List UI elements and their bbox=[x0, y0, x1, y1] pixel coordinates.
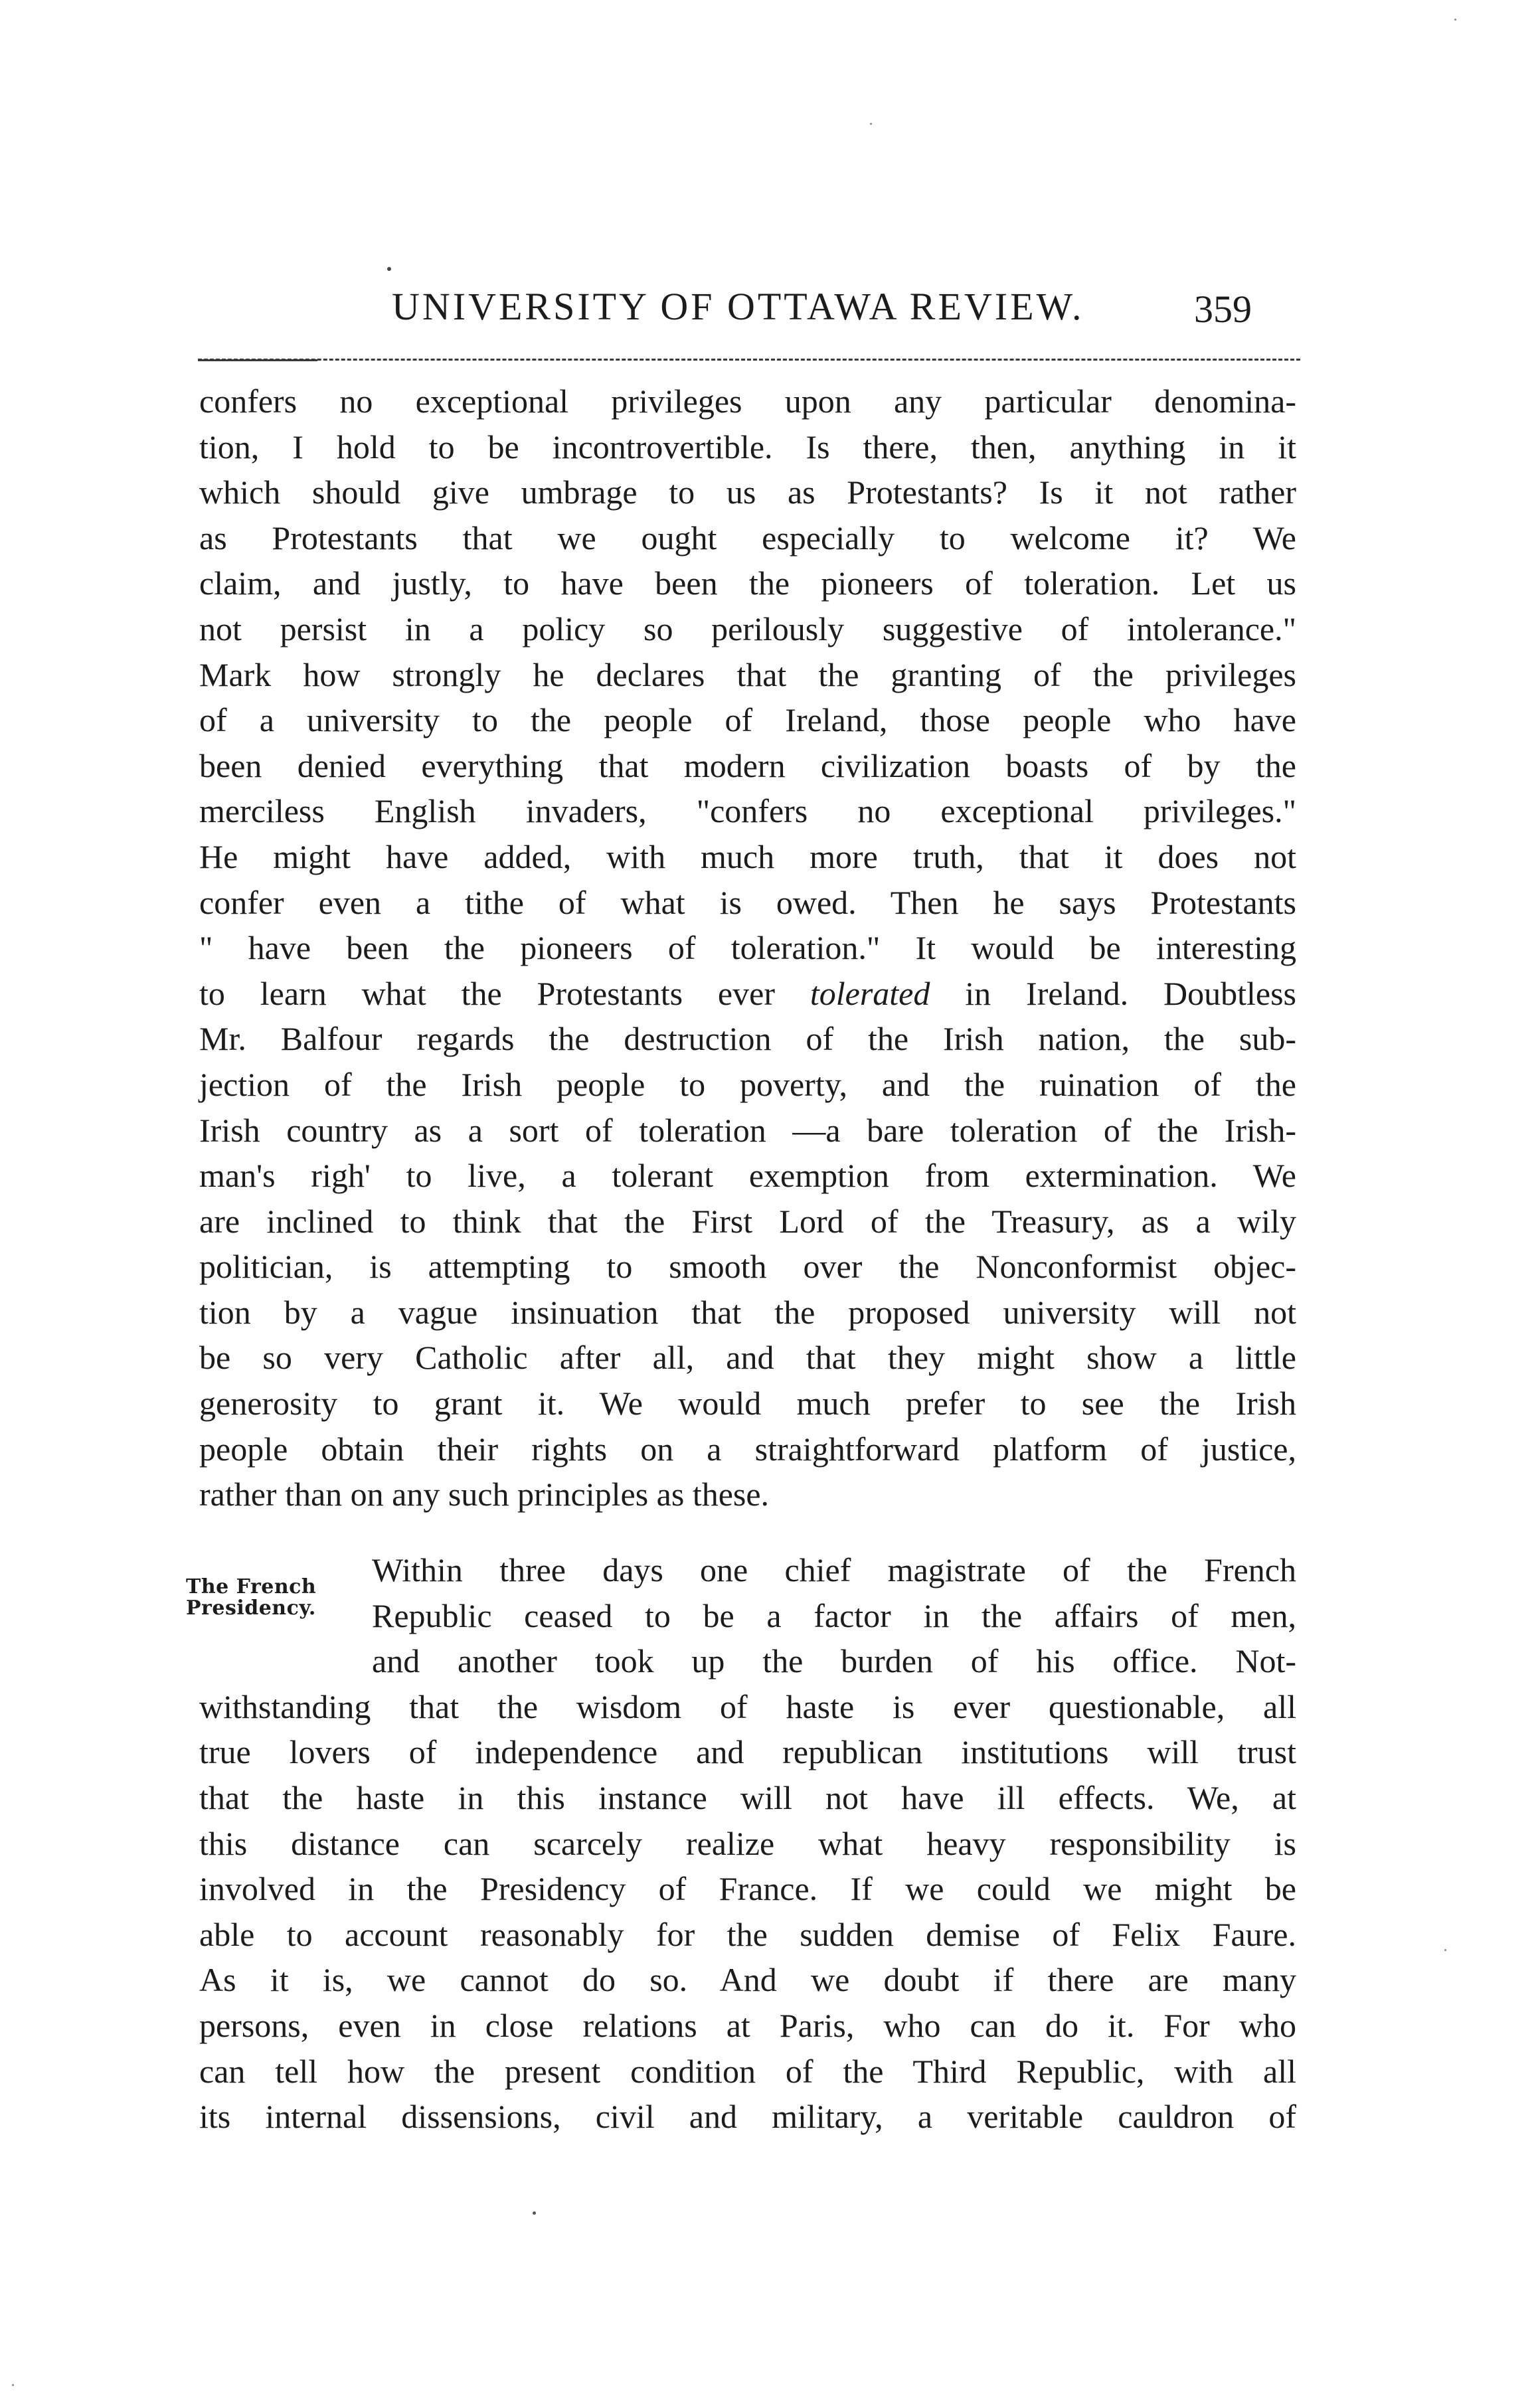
text-line: Republic ceased to be a factor in the affairs of men, bbox=[372, 1596, 1296, 1634]
text-line: are inclined to think that the First Lord of the Treasury, as a wily bbox=[199, 1202, 1296, 1240]
text-line: true lovers of independence and republican institutions will trust bbox=[199, 1733, 1296, 1771]
text-line: man's righ' to live, a tolerant exemption from extermination. We bbox=[199, 1157, 1296, 1195]
text-line: its internal dissensions, civil and military, a veritable cauldron of bbox=[199, 2098, 1296, 2136]
text-line: able to account reasonably for the sudden demise of Felix Faure. bbox=[199, 1915, 1296, 1953]
text-segment: in Ireland. Doubtless bbox=[965, 974, 1297, 1012]
text-line: He might have added, with much more truth, that it does not bbox=[199, 837, 1296, 875]
text-line-with-italic bbox=[199, 971, 1296, 1017]
text-line: Mark how strongly he declares that the granting of the privileges bbox=[199, 655, 1296, 693]
text-line: this distance can scarcely realize what heavy responsibility is bbox=[199, 1824, 1296, 1862]
text-line: politician, is attempting to smooth over the Nonconformist objec- bbox=[199, 1248, 1296, 1286]
text-line: tion by a vague insinuation that the proposed university will not bbox=[199, 1293, 1296, 1331]
running-head: UNIVERSITY OF OTTAWA REVIEW. bbox=[392, 285, 1084, 328]
italic-word: tolerated bbox=[810, 974, 930, 1012]
text-line: withstanding that the wisdom of haste is ever questionable, all bbox=[199, 1687, 1296, 1725]
ink-speck bbox=[1454, 19, 1456, 21]
ink-speck bbox=[12, 2384, 14, 2386]
paragraph-2-full-lines bbox=[199, 1684, 1296, 2140]
text-line: tion, I hold to be incontrovertible. Is there, then, anything in it bbox=[199, 428, 1296, 466]
text-line: confer even a tithe of what is owed. Then he says Protestants bbox=[199, 883, 1296, 921]
paragraph-2-indented-lines bbox=[372, 1547, 1296, 1684]
text-line: people obtain their rights on a straightforward platform of justice, bbox=[199, 1430, 1296, 1468]
ink-speck bbox=[1444, 1949, 1446, 1951]
ink-speck bbox=[870, 123, 872, 125]
text-line: " have been the pioneers of toleration." It would be interesting bbox=[199, 929, 1296, 967]
text-line: and another took up the burden of his office. Not- bbox=[372, 1642, 1296, 1680]
text-segment: to learn what the Protestants ever bbox=[199, 974, 775, 1012]
text-line: involved in the Presidency of France. If we could we might be bbox=[199, 1870, 1296, 1908]
text-line: claim, and justly, to have been the pioneers of toleration. Let us bbox=[199, 564, 1296, 602]
text-line: As it is, we cannot do so. And we doubt if there are many bbox=[199, 1961, 1296, 1999]
text-line: rather than on any such principles as these. bbox=[199, 1476, 770, 1513]
text-line: been denied everything that modern civilization boasts of by the bbox=[199, 746, 1296, 784]
text-line: not persist in a policy so perilously suggestive of intolerance." bbox=[199, 610, 1296, 647]
text-line: can tell how the present condition of the Third Republic, with all bbox=[199, 2052, 1296, 2090]
text-line: be so very Catholic after all, and that they might show a little bbox=[199, 1339, 1296, 1377]
ink-speck bbox=[533, 2211, 536, 2215]
text-line: jection of the Irish people to poverty, and the ruination of the bbox=[199, 1065, 1296, 1103]
text-line: persons, even in close relations at Paris, who can do it. For who bbox=[199, 2006, 1296, 2044]
sidenote-line: The French bbox=[186, 1575, 317, 1598]
text-line: generosity to grant it. We would much prefer to see the Irish bbox=[199, 1385, 1296, 1422]
text-line: that the haste in this instance will not have ill effects. We, at bbox=[199, 1778, 1296, 1816]
ink-speck bbox=[387, 267, 391, 271]
text-line: Mr. Balfour regards the destruction of the Irish nation, the sub- bbox=[199, 1020, 1296, 1058]
text-line: confers no exceptional privileges upon any particular denomina- bbox=[199, 383, 1296, 420]
text-line: Irish country as a sort of toleration —a bare toleration of the Irish- bbox=[199, 1111, 1296, 1149]
text-line: as Protestants that we ought especially to welcome it? We bbox=[199, 519, 1296, 557]
sidenote-line: Presidency. bbox=[186, 1596, 316, 1620]
text-line: Within three days one chief magistrate of the French bbox=[372, 1551, 1296, 1588]
text-line: which should give umbrage to us as Protestants? Is it not rather bbox=[199, 473, 1296, 511]
marginal-sidenote bbox=[186, 1577, 365, 1619]
page-number: 359 bbox=[1194, 288, 1252, 331]
paragraph-1 bbox=[199, 379, 1296, 1517]
header-rule bbox=[198, 359, 1300, 361]
text-line: of a university to the people of Ireland, those people who have bbox=[199, 701, 1296, 739]
text-line: merciless English invaders, "confers no exceptional privileges." bbox=[199, 792, 1296, 830]
